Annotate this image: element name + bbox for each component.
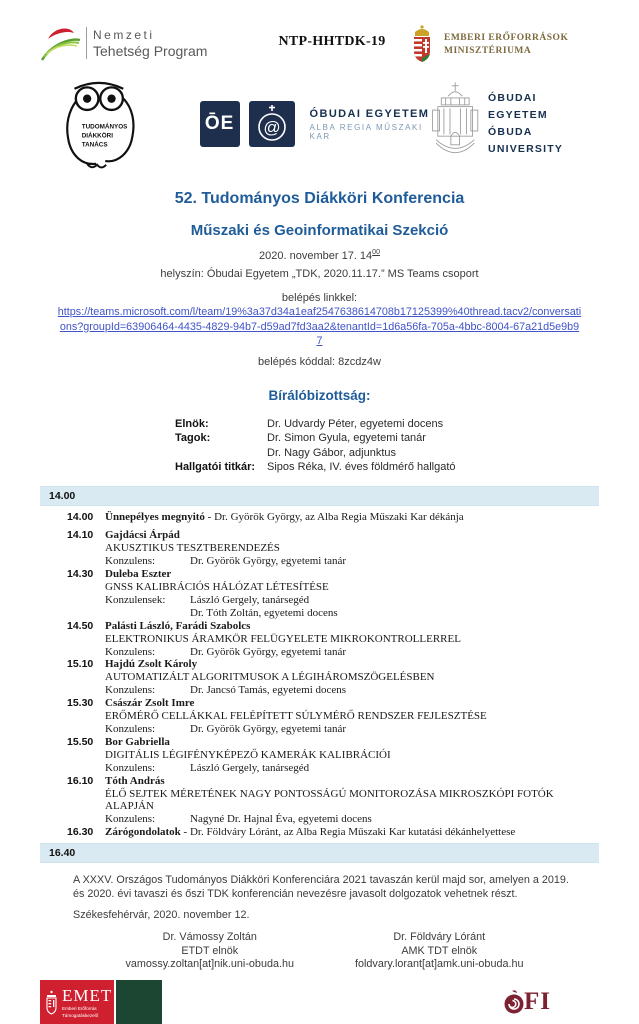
- jury-row: [175, 446, 599, 461]
- consultant-label: Konzulens:: [105, 645, 156, 658]
- consultant-label: Konzulens:: [105, 555, 156, 568]
- schedule-row: [40, 620, 599, 659]
- tdt-owl-icon: [60, 74, 140, 174]
- schedule-item-title: Ünnepélyes megnyitó: [105, 510, 205, 523]
- consultant-name: Dr. Györök György, egyetemi tanár: [190, 645, 347, 658]
- signatory-email: vamossy.zoltan[at]nik.uni-obuda.hu: [125, 958, 294, 971]
- consultant-row: [105, 555, 599, 568]
- consultant-row: [105, 646, 599, 659]
- presenter-name: Császár Zsolt Imre: [105, 697, 195, 710]
- jury-heading: Bírálóbizottság:: [268, 387, 371, 403]
- schedule-time: 15.50: [67, 735, 94, 748]
- ntp-swoosh-icon: [40, 24, 82, 62]
- schedule-content: [105, 568, 599, 620]
- signatory-email: foldvary.lorant[at]amk.uni-obuda.hu: [355, 958, 524, 971]
- project-code: NTP-HHTDK-19: [278, 34, 386, 49]
- jury-member: Dr. Simon Gyula, egyetemi tanár: [267, 432, 426, 444]
- schedule-content: [105, 826, 599, 839]
- talk-title: AKUSZTIKUS TESZTBERENDEZÉS: [105, 542, 280, 555]
- ntp-logo: [40, 24, 255, 62]
- talk-title: ERŐMÉRŐ CELLÁKKAL FELÉPÍTETT SÚLYMÉRŐ RENDSZER FEJLESZTÉSE: [105, 710, 487, 723]
- presenter-name: Tóth András: [105, 774, 165, 787]
- emet-sub1: Emberi Erőforrás: [62, 1005, 97, 1011]
- ministry-line2: MINISZTÉRIUMA: [444, 46, 532, 56]
- schedule-item-text: - Dr. Földváry Lóránt, az Alba Regia Műszaki Kar kutatási dékánhelyettese: [180, 826, 516, 839]
- consultant-name: Nagyné Dr. Hajnal Éva, egyetemi docens: [190, 813, 372, 826]
- sponsor-header: [40, 24, 599, 66]
- schedule-row: [40, 697, 599, 736]
- schedule-row: [40, 775, 599, 827]
- amk-logo: [200, 101, 430, 147]
- tdt-line1: TUDOMÁNYOS: [81, 123, 128, 131]
- schedule-item-text: - Dr. Györök György, az Alba Regia Műszaki Kar dékánja: [204, 510, 464, 523]
- conference-title: 52. Tudományos Diákköri Konferencia: [174, 190, 465, 207]
- jury-row: [175, 431, 599, 446]
- schedule-content: [105, 736, 599, 775]
- event-date-sup: 00: [372, 249, 380, 256]
- jury-member: Dr. Udvardy Péter, egyetemi docens: [267, 417, 444, 430]
- ntp-line2: Tehetség Program: [93, 43, 208, 59]
- emet-wordmark: EMET: [62, 985, 113, 1005]
- schedule-start-band: 14.00: [40, 486, 599, 506]
- presenter-name: Palásti László, Farádi Szabolcs: [105, 619, 251, 632]
- closing-note: A XXXV. Országos Tudományos Diákköri Konferenciára 2021 tavaszán kerül majd sor, amelyen a 2019. és 2020. évi tavaszi és őszi TDK konferencián nevezésre javasolt dolgozatok vehetnek részt.: [73, 874, 569, 901]
- university-line2: ÓBUDA UNIVERSITY: [488, 126, 564, 155]
- schedule-row: [40, 658, 599, 697]
- schedule-row: [40, 529, 599, 568]
- oe-monogram-letters: ŌE: [204, 113, 235, 134]
- consultant-row: [105, 684, 599, 697]
- talk-title: ÉLŐ SEJTEK MÉRETÉNEK NAGY PONTOSSÁGÚ MONITOROZÁSA MIKROSZKÓPI FOTÓK ALAPJÁN: [105, 787, 554, 813]
- schedule-content: [105, 658, 599, 697]
- ofi-swirl-icon: [502, 989, 526, 1015]
- talk-title: AUTOMATIZÁLT ALGORITMUSOK A LÉGIHÁROMSZÖGELÉSBEN: [105, 671, 435, 684]
- schedule-time: 15.30: [67, 697, 94, 710]
- presenter-name: Bor Gabriella: [105, 735, 170, 748]
- presenter-name: Gajdácsi Árpád: [105, 529, 180, 542]
- svg-text:@: @: [262, 118, 281, 137]
- amk-line2: ALBA REGIA MŰSZAKI KAR: [309, 122, 423, 141]
- at-badge-icon: [249, 101, 295, 147]
- consultant-label: Konzulens:: [105, 684, 156, 697]
- teams-join-link[interactable]: https://teams.microsoft.com/l/team/19%3a37d34a1eaf2547638614708b17125399%40thread.tacv2/conversations?groupId=63906464-4435-4829-94b7-d59ad7fd3aa2&tenantId=1d6a56fa-705a-4bbc-8004-67a21d5e9b97: [57, 306, 582, 347]
- consultant-name: Dr. Györök György, egyetemi tanár: [190, 723, 347, 735]
- schedule-content: [105, 511, 599, 524]
- university-line1: ÓBUDAI EGYETEM: [488, 92, 548, 121]
- jury-role-label: Elnök:: [175, 417, 209, 430]
- event-location: helyszín: Óbudai Egyetem „TDK, 2020.11.17.” MS Teams csoport: [160, 268, 479, 280]
- schedule-end-band: 16.40: [40, 843, 599, 863]
- schedule-content: [105, 775, 599, 827]
- presenter-name: Hajdú Zsolt Károly: [105, 658, 198, 671]
- consultant-label: Konzulens:: [105, 761, 156, 774]
- consultant-label: Konzulens:: [105, 813, 156, 826]
- schedule-content: [105, 620, 599, 659]
- hungarian-coat-of-arms-icon: [409, 24, 435, 66]
- jury-table: [175, 417, 599, 475]
- event-date-main: 2020. november 17. 14: [259, 250, 373, 262]
- event-date: [40, 249, 599, 262]
- schedule-item-title: Zárógondolatok: [105, 826, 181, 839]
- presenter-name: Duleba Eszter: [105, 568, 172, 581]
- emet-logo-icon: [40, 980, 114, 1024]
- tdt-line2: DIÁKKÖRI: [81, 132, 114, 140]
- organisation-logos: [40, 74, 599, 174]
- schedule-content: [105, 697, 599, 736]
- jury-role-label: Hallgatói titkár:: [175, 461, 256, 473]
- schedule-row: [40, 826, 599, 839]
- consultant-name: László Gergely, tanársegéd: [190, 593, 310, 606]
- consultant-name: Dr. Jancsó Tamás, egyetemi docens: [190, 684, 347, 697]
- join-code: belépés kóddal: 8zcdz4w: [258, 355, 381, 368]
- emet-coat-of-arms-icon: [45, 990, 58, 1016]
- amk-line1: ÓBUDAI EGYETEM: [309, 107, 430, 120]
- schedule-time: 16.10: [67, 774, 94, 787]
- ofi-logo: [502, 988, 551, 1016]
- talk-title: ELEKTRONIKUS ÁRAMKÖR FELÜGYELETE MIKROKONTROLLERREL: [105, 632, 461, 645]
- schedule-row: [40, 736, 599, 775]
- consultant-name: Dr. Györök György, egyetemi tanár: [190, 555, 347, 568]
- ofi-letters: FI: [524, 987, 551, 1015]
- jury-row: [175, 460, 599, 475]
- signatory-name: Dr. Vámossy Zoltán: [162, 931, 257, 944]
- tdt-line3: TANÁCS: [81, 141, 108, 149]
- ministry-text: [444, 32, 568, 58]
- emet-text: [62, 987, 112, 1019]
- schedule-time: 14.30: [67, 568, 94, 581]
- schedule-time: 14.00: [67, 510, 94, 523]
- jury-member: Dr. Nagy Gábor, adjunktus: [267, 446, 397, 459]
- consultant-row: [105, 813, 599, 826]
- green-square-icon: [116, 980, 162, 1024]
- oe-monogram-icon: [200, 101, 240, 147]
- consultant-name: László Gergely, tanársegéd: [190, 761, 310, 774]
- talk-title: DIGITÁLIS LÉGIFÉNYKÉPEZŐ KAMERÁK KALIBRÁCIÓI: [105, 748, 391, 761]
- bottom-logos: [40, 980, 599, 1024]
- university-logo-text: [488, 90, 599, 158]
- jury-member: Sipos Réka, IV. éves földmérő hallgató: [267, 461, 456, 473]
- amk-logo-text: [310, 108, 430, 141]
- schedule-time: 16.30: [67, 826, 94, 839]
- consultant-row: [105, 723, 599, 736]
- schedule-content: [105, 529, 599, 568]
- section-title: Műszaki és Geoinformatikai Szekció: [190, 222, 449, 239]
- consultant-row: [105, 762, 599, 775]
- signatory-name: Dr. Földváry Lóránt: [393, 931, 486, 944]
- schedule-row: [40, 511, 599, 524]
- signatures: [95, 931, 554, 972]
- jury-row: [175, 417, 599, 432]
- jury-role-label: Tagok:: [175, 432, 211, 444]
- signature-block: [325, 931, 555, 972]
- signatory-role: AMK TDT elnök: [401, 944, 478, 957]
- consultant-label: Konzulens:: [105, 723, 156, 735]
- ntp-logo-text: [86, 27, 207, 59]
- university-logo: [430, 75, 599, 173]
- schedule: [40, 486, 599, 864]
- schedule-time: 14.50: [67, 619, 94, 632]
- emet-sub2: Támogatáskezelő: [62, 1013, 99, 1019]
- schedule-row: [40, 568, 599, 620]
- ntp-line1: Nemzeti: [93, 28, 155, 42]
- ministry-line1: EMBERI ERŐFORRÁSOK: [444, 33, 569, 43]
- university-seal-icon: [430, 75, 480, 173]
- signature-block: [95, 931, 325, 972]
- jury-role-label: [175, 446, 267, 461]
- signatory-role: ETDT elnök: [181, 944, 239, 957]
- schedule-time: 15.10: [67, 658, 94, 671]
- consultant-row: [105, 594, 599, 620]
- join-link-label: belépés linkkel:: [281, 292, 358, 304]
- consultant-name: Dr. Tóth Zoltán, egyetemi docens: [190, 606, 338, 619]
- schedule-body: [40, 511, 599, 840]
- ministry-logo: [409, 24, 599, 66]
- emet-logo: [40, 980, 162, 1024]
- schedule-time: 14.10: [67, 529, 94, 542]
- talk-title: GNSS KALIBRÁCIÓS HÁLÓZAT LÉTESÍTÉSE: [105, 581, 329, 594]
- consultant-label: Konzulensek:: [105, 593, 166, 606]
- place-date: Székesfehérvár, 2020. november 12.: [73, 909, 250, 922]
